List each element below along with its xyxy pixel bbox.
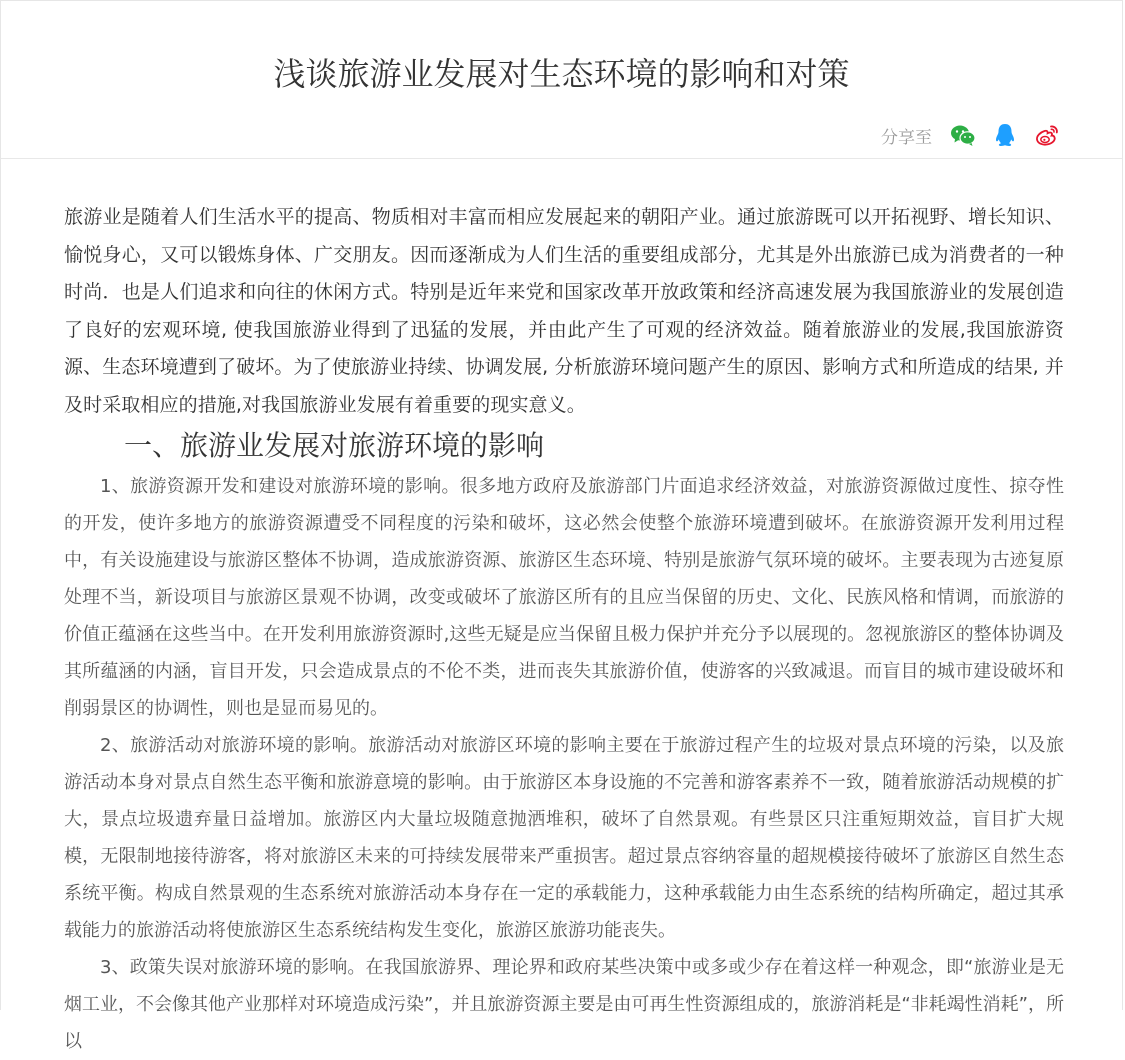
body-paragraph: 3、政策失误对旅游环境的影响。在我国旅游界、理论界和政府某些决策中或多或少存在着这样一种观念，即“旅游业是无烟工业，不会像其他产业那样对环境造成污染”，并且旅游资源主要是由可再生性资源组成的，旅游消耗是“非耗竭性消耗”，所以 [64,957,1064,1052]
article-body [64,199,1064,1060]
intro-paragraph: 旅游业是随着人们生活水平的提高、物质相对丰富而相应发展起来的朝阳产业。通过旅游既可以开拓视野、增长知识、愉悦身心，又可以锻炼身体、广交朋友。因而逐渐成为人们生活的重要组成部分，尤其是外出旅游已成为消费者的一种时尚．也是人们追求和向往的休闲方式。特别是近年来党和国家改革开放政策和经济高速发展为我国旅游业的发展创造了良好的宏观环境, 使我国旅游业得到了迅猛的发展，并由此产生了可观的经济效益。随着旅游业的发展,我国旅游资源、生态环境遭到了破坏。为了使旅游业持续、协调发展, 分析旅游环境问题产生的原因、影响方式和所造成的结果, 并及时采取相应的措施,对我国旅游业发展有着重要的现实意义。 [64,206,1064,416]
weibo-icon[interactable] [1034,122,1060,148]
article-header [1,1,1122,159]
share-label: 分享至 [881,127,932,148]
body-paragraph: 2、旅游活动对旅游环境的影响。旅游活动对旅游区环境的影响主要在于旅游过程产生的垃圾对景点环境的污染，以及旅游活动本身对景点自然生态平衡和旅游意境的影响。由于旅游区本身设施的不完善和游客素养不一致，随着旅游活动规模的扩大，景点垃圾遗弃量日益增加。旅游区内大量垃圾随意抛洒堆积，破坏了自然景观。有些景区只注重短期效益，盲目扩大规模，无限制地接待游客，将对旅游区未来的可持续发展带来严重损害。超过景点容纳容量的超规模接待破坏了旅游区自然生态系统平衡。构成自然景观的生态系统对旅游活动本身存在一定的承载能力，这种承载能力由生态系统的结构所确定，超过其承载能力的旅游活动将使旅游区生态系统结构发生变化，旅游区旅游功能丧失。 [64,735,1064,941]
article-title: 浅谈旅游业发展对生态环境的影响和对策 [273,55,850,93]
body-paragraph: 1、旅游资源开发和建设对旅游环境的影响。很多地方政府及旅游部门片面追求经济效益，对旅游资源做过度性、掠夺性的开发，使许多地方的旅游资源遭受不同程度的污染和破坏，这必然会使整个旅游环境遭到破坏。在旅游资源开发利用过程中，有关设施建设与旅游区整体不协调，造成旅游资源、旅游区生态环境、特别是旅游气氛环境的破坏。主要表现为古迹复原处理不当，新设项目与旅游区景观不协调，改变或破坏了旅游区所有的且应当保留的历史、文化、民族风格和情调，而旅游的价值正蕴涵在这些当中。在开发利用旅游资源时,这些无疑是应当保留且极力保护并充分予以展现的。忽视旅游区的整体协调及其所蕴涵的内涵，盲目开发，只会造成景点的不伦不类，进而丧失其旅游价值，使游客的兴致减退。而盲目的城市建设破坏和削弱景区的协调性，则也是显而易见的。 [64,476,1064,719]
share-bar [881,121,1060,149]
qq-icon[interactable] [992,122,1018,148]
wechat-icon[interactable] [950,122,976,148]
section-heading: 一、旅游业发展对旅游环境的影响 [124,429,545,462]
